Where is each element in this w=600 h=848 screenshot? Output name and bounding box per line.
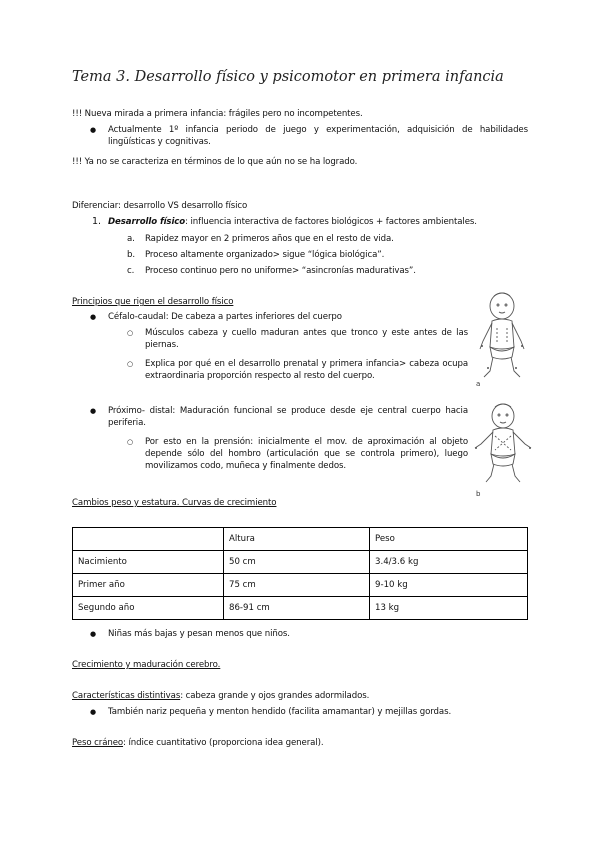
bullet-icon: ●: [90, 708, 97, 716]
table-cell: 50 cm: [224, 551, 370, 574]
intro-line-1: !!! Nueva mirada a primera infancia: frágiles pero no incompetentes.: [72, 109, 363, 119]
bullet-icon: ●: [90, 313, 97, 321]
growth-heading: Cambios peso y estatura. Curvas de crecimiento: [72, 498, 277, 508]
table-header-row: [73, 528, 528, 551]
bullet-icon: ●: [90, 407, 97, 415]
cefalo-sub-1: Músculos cabeza y cuello maduran antes que tronco y este antes de las piernas.: [145, 328, 468, 350]
subitem-marker: a.: [127, 234, 135, 244]
baby-figure-front-illustration: [474, 288, 530, 388]
cefalo-caudal-principle: Céfalo-caudal: De cabeza a partes inferiores del cuerpo: [108, 312, 342, 322]
traits-line: [72, 690, 369, 702]
proximo-sub-1: Por esto en la prensión: inicialmente el mov. de aproximación al objeto depende sólo del hombro (articulación que se controla primero), luego movilizamos codo, muñeca y finalmente dedos.: [145, 437, 468, 471]
circle-bullet-icon: ○: [127, 438, 134, 446]
table-row: [73, 574, 528, 597]
table-row: [73, 597, 528, 620]
growth-note: Niñas más bajas y pesan menos que niños.: [108, 629, 290, 639]
differentiate-heading: Diferenciar: desarrollo VS desarrollo físico: [72, 201, 248, 211]
bullet-icon: ●: [90, 126, 97, 134]
baby-figure-arms-illustration: [472, 400, 534, 500]
traits-bullet: También nariz pequeña y menton hendido (facilita amamantar) y mejillas gordas.: [108, 707, 452, 717]
principles-heading: Principios que rigen el desarrollo físico: [72, 297, 234, 307]
intro-bullet-1: Actualmente 1º infancia periodo de juego y experimentación, adquisición de habilidades lingüísticas y cognitivas.: [108, 125, 528, 147]
growth-table: [72, 527, 528, 620]
table-cell: 9-10 kg: [370, 574, 528, 597]
table-cell: Primer año: [73, 574, 224, 597]
figure-label-b: b: [476, 490, 481, 498]
list-number: 1.: [92, 216, 101, 227]
table-cell: 75 cm: [224, 574, 370, 597]
physical-development-item: [108, 216, 477, 228]
physical-development-definition: : influencia interactiva de factores biológicos + factores ambientales.: [185, 217, 477, 227]
circle-bullet-icon: ○: [127, 360, 134, 368]
subitem-marker: b.: [127, 250, 135, 260]
table-cell: 13 kg: [370, 597, 528, 620]
table-cell: 86-91 cm: [224, 597, 370, 620]
traits-heading: Características distintivas: [72, 691, 181, 701]
intro-line-2: !!! Ya no se caracteriza en términos de lo que aún no se ha logrado.: [72, 157, 358, 167]
traits-description: : cabeza grande y ojos grandes adormilados.: [180, 691, 370, 701]
skull-heading: Peso cráneo: [72, 738, 124, 748]
brain-heading: Crecimiento y maduración cerebro.: [72, 660, 221, 670]
page-title: Tema 3. Desarrollo físico y psicomotor en primera infancia: [72, 69, 504, 85]
figure-label-a: a: [476, 380, 481, 388]
table-row: [73, 551, 528, 574]
table-header-cell: Altura: [224, 528, 370, 551]
physical-development-term: Desarrollo físico: [108, 217, 186, 227]
subitem-text: Proceso continuo pero no uniforme> “asincronías madurativas”.: [145, 266, 416, 276]
table-cell: Segundo año: [73, 597, 224, 620]
skull-description: : índice cuantitativo (proporciona idea general).: [123, 738, 324, 748]
circle-bullet-icon: ○: [127, 329, 134, 337]
cefalo-sub-2: Explica por qué en el desarrollo prenatal y primera infancia> cabeza ocupa extraordinaria proporción respecto al resto del cuerpo.: [145, 359, 468, 381]
proximo-distal-principle: Próximo- distal: Maduración funcional se produce desde eje central cuerpo hacia periferia.: [108, 406, 468, 428]
skull-line: [72, 737, 323, 749]
table-cell: 3.4/3.6 kg: [370, 551, 528, 574]
table-cell: Nacimiento: [73, 551, 224, 574]
subitem-text: Proceso altamente organizado> sigue “lógica biológica”.: [145, 250, 385, 260]
bullet-icon: ●: [90, 630, 97, 638]
subitem-text: Rapidez mayor en 2 primeros años que en el resto de vida.: [145, 234, 394, 244]
table-header-cell: [73, 528, 224, 551]
subitem-marker: c.: [127, 266, 135, 276]
table-header-cell: Peso: [370, 528, 528, 551]
